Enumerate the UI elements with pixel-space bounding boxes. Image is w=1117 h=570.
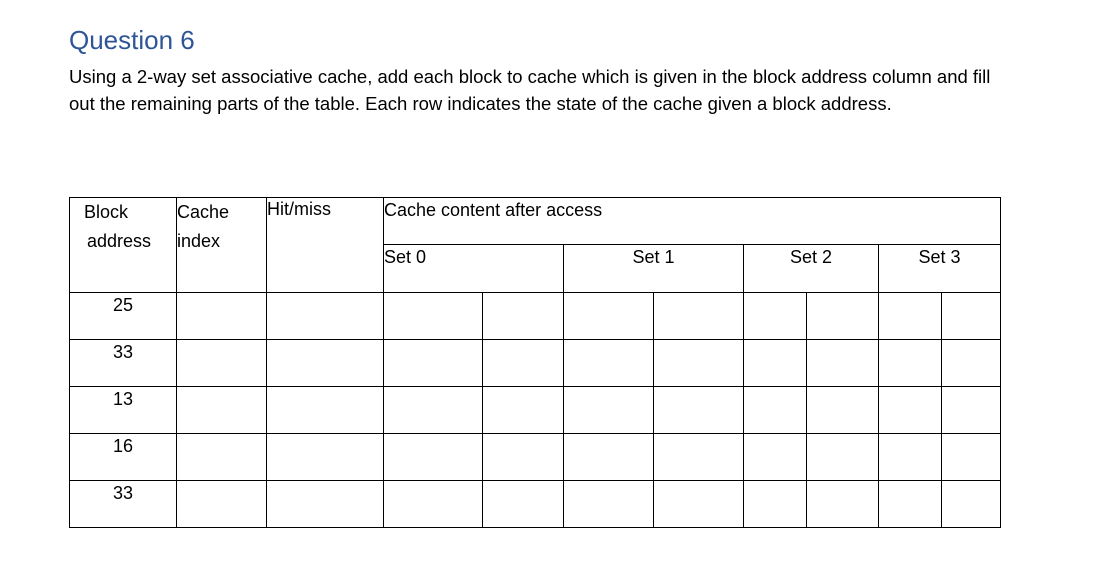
set3-way1-cell[interactable] bbox=[942, 434, 1001, 481]
set1-way0-cell[interactable] bbox=[564, 481, 654, 528]
hit-miss-cell[interactable] bbox=[267, 293, 384, 340]
set2-way1-cell[interactable] bbox=[807, 293, 879, 340]
set2-way0-cell[interactable] bbox=[744, 340, 807, 387]
set0-way0-cell[interactable] bbox=[384, 293, 483, 340]
header-set-3: Set 3 bbox=[879, 245, 1001, 293]
header-block-address bbox=[70, 198, 177, 293]
table-body bbox=[70, 293, 1001, 528]
set0-way1-cell[interactable] bbox=[483, 340, 564, 387]
set1-way0-cell[interactable] bbox=[564, 293, 654, 340]
block-address-cell: 25 bbox=[70, 293, 177, 340]
set1-way1-cell[interactable] bbox=[654, 387, 744, 434]
question-title: Question 6 bbox=[69, 25, 195, 55]
cache-index-cell[interactable] bbox=[177, 340, 267, 387]
set2-way1-cell[interactable] bbox=[807, 340, 879, 387]
set3-way0-cell[interactable] bbox=[879, 293, 942, 340]
set2-way0-cell[interactable] bbox=[744, 481, 807, 528]
table-row bbox=[70, 340, 1001, 387]
header-set-2: Set 2 bbox=[744, 245, 879, 293]
set3-way1-cell[interactable] bbox=[942, 481, 1001, 528]
cache-index-cell[interactable] bbox=[177, 293, 267, 340]
set3-way0-cell[interactable] bbox=[879, 340, 942, 387]
set2-way0-cell[interactable] bbox=[744, 387, 807, 434]
set2-way1-cell[interactable] bbox=[807, 481, 879, 528]
header-block-address-line1: Block bbox=[84, 202, 129, 222]
header-cache-index bbox=[177, 198, 267, 293]
set2-way1-cell[interactable] bbox=[807, 387, 879, 434]
set3-way0-cell[interactable] bbox=[879, 434, 942, 481]
block-address-cell: 33 bbox=[70, 481, 177, 528]
hit-miss-cell[interactable] bbox=[267, 434, 384, 481]
set0-way1-cell[interactable] bbox=[483, 387, 564, 434]
hit-miss-cell[interactable] bbox=[267, 481, 384, 528]
block-address-cell: 16 bbox=[70, 434, 177, 481]
set0-way1-cell[interactable] bbox=[483, 434, 564, 481]
set3-way0-cell[interactable] bbox=[879, 387, 942, 434]
set2-way1-cell[interactable] bbox=[807, 434, 879, 481]
header-cache-index-line2: index bbox=[177, 231, 221, 251]
set0-way0-cell[interactable] bbox=[384, 481, 483, 528]
hit-miss-cell[interactable] bbox=[267, 340, 384, 387]
set3-way1-cell[interactable] bbox=[942, 387, 1001, 434]
block-address-cell: 13 bbox=[70, 387, 177, 434]
cache-index-cell[interactable] bbox=[177, 481, 267, 528]
header-block-address-line2: address bbox=[87, 231, 152, 251]
set1-way1-cell[interactable] bbox=[654, 481, 744, 528]
set0-way0-cell[interactable] bbox=[384, 340, 483, 387]
table-row bbox=[70, 434, 1001, 481]
table-row bbox=[70, 481, 1001, 528]
set1-way0-cell[interactable] bbox=[564, 340, 654, 387]
table-row bbox=[70, 387, 1001, 434]
set1-way0-cell[interactable] bbox=[564, 434, 654, 481]
header-hit-miss: Hit/miss bbox=[267, 198, 384, 293]
set1-way1-cell[interactable] bbox=[654, 434, 744, 481]
set1-way1-cell[interactable] bbox=[654, 340, 744, 387]
cache-index-cell[interactable] bbox=[177, 387, 267, 434]
set2-way0-cell[interactable] bbox=[744, 434, 807, 481]
header-set-1: Set 1 bbox=[564, 245, 744, 293]
header-cache-content: Cache content after access bbox=[384, 198, 1001, 245]
set3-way0-cell[interactable] bbox=[879, 481, 942, 528]
set0-way1-cell[interactable] bbox=[483, 293, 564, 340]
set0-way0-cell[interactable] bbox=[384, 434, 483, 481]
header-cache-index-line1: Cache bbox=[177, 202, 230, 222]
hit-miss-cell[interactable] bbox=[267, 387, 384, 434]
block-address-cell: 33 bbox=[70, 340, 177, 387]
set0-way0-cell[interactable] bbox=[384, 387, 483, 434]
cache-table bbox=[69, 197, 1001, 528]
set0-way1-cell[interactable] bbox=[483, 481, 564, 528]
set3-way1-cell[interactable] bbox=[942, 340, 1001, 387]
header-set-0: Set 0 bbox=[384, 245, 564, 293]
question-instructions: Using a 2-way set associative cache, add each block to cache which is given in the block address column and fill out the remaining parts of the table. Each row indicates the state of the cache given a block address. bbox=[69, 66, 991, 114]
cache-index-cell[interactable] bbox=[177, 434, 267, 481]
set1-way0-cell[interactable] bbox=[564, 387, 654, 434]
table-row bbox=[70, 293, 1001, 340]
set1-way1-cell[interactable] bbox=[654, 293, 744, 340]
set3-way1-cell[interactable] bbox=[942, 293, 1001, 340]
set2-way0-cell[interactable] bbox=[744, 293, 807, 340]
